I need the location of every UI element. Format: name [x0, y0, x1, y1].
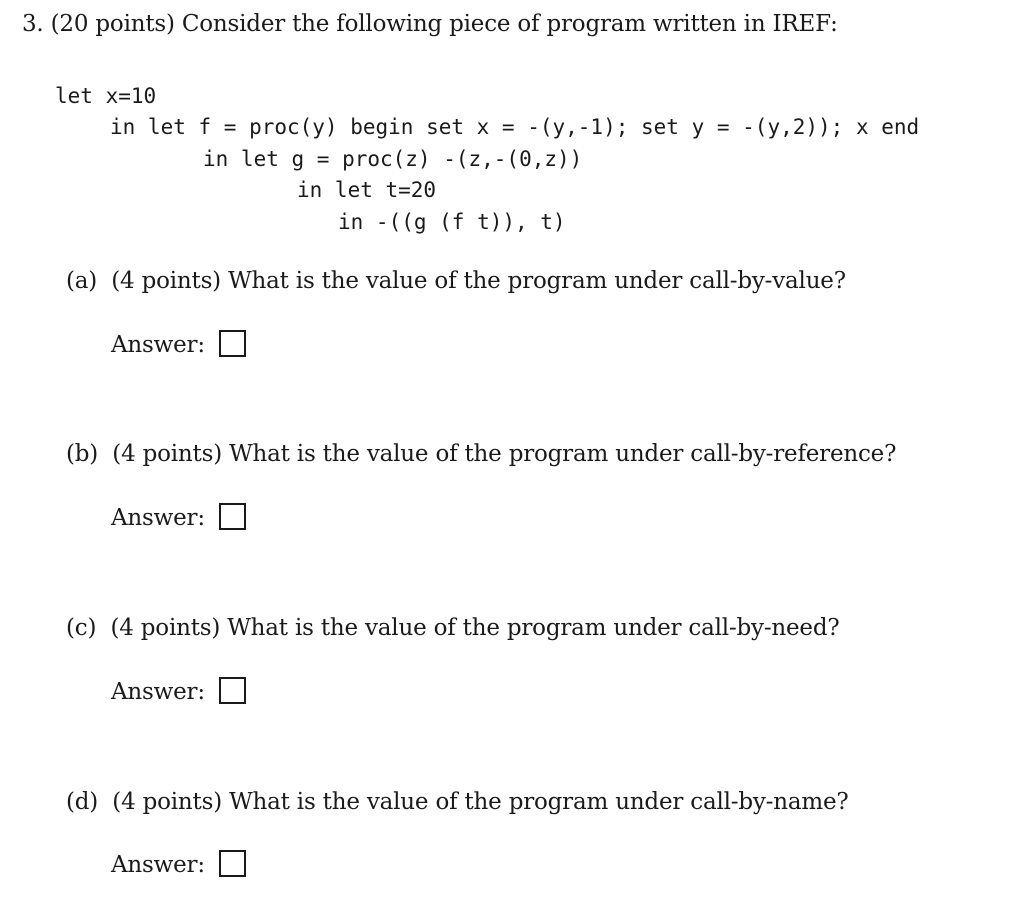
- answer-box-a[interactable]: [219, 330, 246, 357]
- answer-box-d[interactable]: [219, 850, 246, 877]
- code-line: in -((g (f t)), t): [338, 210, 566, 234]
- code-line: in let t=20: [297, 178, 437, 202]
- answer-box-c[interactable]: [219, 677, 246, 704]
- answer-label: Answer:: [111, 332, 205, 358]
- part-d-prompt: (d) (4 points) What is the value of the program under call-by-name?: [66, 789, 849, 815]
- part-b-answer-row: [111, 503, 246, 530]
- part-a-prompt: (a) (4 points) What is the value of the program under call-by-value?: [66, 268, 846, 294]
- question-header: 3. (20 points) Consider the following piece of program written in IREF:: [22, 11, 838, 37]
- answer-label: Answer:: [111, 852, 205, 878]
- answer-label: Answer:: [111, 679, 205, 705]
- code-line: in let f = proc(y) begin set x = -(y,-1); set y = -(y,2)); x end: [110, 115, 920, 139]
- part-c-prompt: (c) (4 points) What is the value of the program under call-by-need?: [66, 615, 840, 641]
- code-line: let x=10: [55, 84, 157, 108]
- part-c-answer-row: [111, 677, 246, 704]
- part-d-answer-row: [111, 850, 246, 877]
- code-line: in let g = proc(z) -(z,-(0,z)): [203, 147, 583, 171]
- part-b-prompt: (b) (4 points) What is the value of the program under call-by-reference?: [66, 441, 897, 467]
- answer-box-b[interactable]: [219, 503, 246, 530]
- part-a-answer-row: [111, 330, 246, 357]
- answer-label: Answer:: [111, 505, 205, 531]
